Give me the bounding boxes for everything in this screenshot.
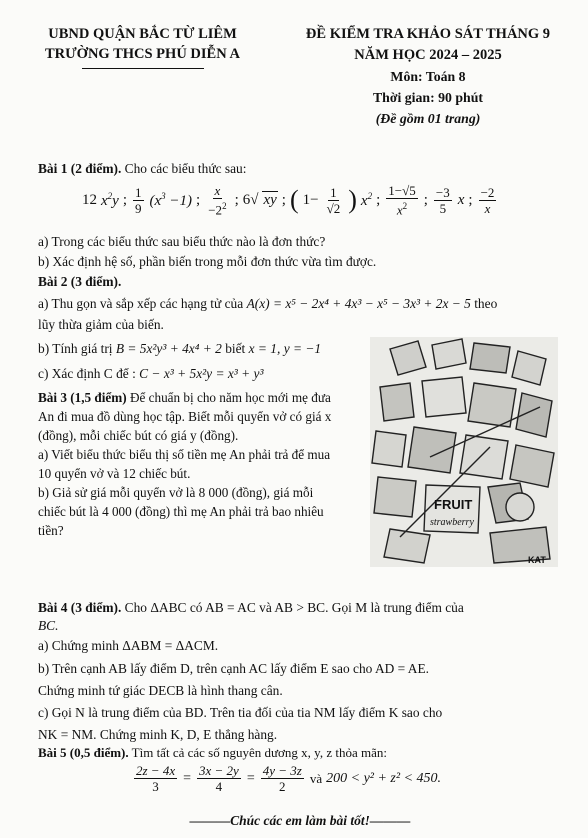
bai2-c-expression: C − x³ + 5x²y = x³ + y³ — [139, 366, 264, 381]
school-name: TRƯỜNG THCS PHÚ DIỄN A — [45, 46, 240, 62]
bai3-line8: tiền? — [38, 523, 64, 538]
bai4-title: Bài 4 (3 điểm). — [38, 600, 122, 615]
bai2-a-expression: A(x) = x⁵ − 2x⁴ + 4x³ − x⁵ − 3x³ + 2x − 5 — [246, 296, 471, 311]
bai4-question-b: b) Trên cạnh AB lấy điểm D, trên cạnh AC lấy điểm E sao cho AD = AE. — [38, 661, 429, 676]
bai1-question-a: a) Trong các biểu thức sau biểu thức nào là đơn thức? — [38, 234, 326, 249]
bai3-title: Bài 3 (1,5 điểm) — [38, 390, 127, 405]
bai3-block — [38, 388, 364, 540]
bai5-frac1-num: 2z − 4x — [136, 763, 176, 778]
bai4-intro: Cho ΔABC có AB = AC và AB > BC. Gọi M là trung điểm của — [121, 600, 464, 615]
bai1-title: Bài 1 (2 điểm). — [38, 161, 122, 176]
bai5-title: Bài 5 (0,5 điểm). — [38, 745, 129, 760]
bai2-b-expression: B = 5x²y³ + 4x⁴ + 2 — [115, 341, 222, 356]
illustration-label-kat: KAT — [528, 555, 546, 565]
bai1-expressions: 12 $x^2y$ ; $\frac{1}{9}$ $(x^3 -1)$ ; $\frac{x}{-2^2}$ ; 6√ xy ; ( 1− $\frac{1}{√2}$ ) $x^2$ ; $\frac{1-√5}{x^2}$ ; $\frac{-3}{5}$ x ; $\frac{-2}{x}$ — [82, 183, 495, 218]
bai5-heading — [38, 744, 558, 761]
bai5-frac3-den: 2 — [279, 779, 286, 794]
bai1-intro: Cho các biểu thức sau: — [121, 161, 247, 176]
bai4-question-b-cont: Chứng minh tứ giác DECB là hình thang cân. — [38, 683, 283, 698]
bai2-question-a-cont: lũy thừa giảm của biến. — [38, 317, 164, 332]
bai3-line6: b) Giả sử giá mỗi quyển vở là 8 000 (đồng), giá mỗi — [38, 485, 314, 500]
bai3-line3: (đồng), mỗi chiếc bút có giá y (đồng). — [38, 428, 239, 443]
bai4-line2: BC. — [38, 618, 59, 633]
bai5-frac2-num: 3x − 2y — [199, 763, 239, 778]
bai5-frac3-num: 4y − 3z — [262, 763, 302, 778]
bai5-frac1-den: 3 — [152, 779, 159, 794]
bai2-b-text-mid: biết — [221, 341, 249, 356]
school-supplies-illustration — [370, 337, 558, 567]
bai2-b-text: b) Tính giá trị — [38, 341, 116, 356]
school-supplies-icon — [370, 337, 558, 567]
bai3-line7: chiếc bút là 4 000 (đồng) thì mẹ An phải trả bao nhiêu — [38, 504, 324, 519]
bai4-question-c: c) Gọi N là trung điểm của BD. Trên tia đối của tia NM lấy điểm K sao cho — [38, 705, 443, 720]
illustration-label-strawberry: strawberry — [430, 517, 474, 528]
bai3-line2: An đi mua đồ dùng học tập. Biết mỗi quyển vở có giá x — [38, 409, 332, 424]
exam-pages: (Đề gồm 01 trang) — [375, 111, 481, 126]
bai5-inequality: 200 < y² + z² < 450. — [326, 770, 442, 786]
bai2-a-text: a) Thu gọn và sắp xếp các hạng tử của — [38, 296, 244, 311]
exam-header — [282, 24, 574, 129]
bai2-c-text: c) Xác định C để : — [38, 366, 140, 381]
school-header — [20, 24, 265, 69]
bai2-question-a — [38, 295, 558, 312]
bai1-heading — [38, 160, 558, 177]
exam-subject: Môn: Toán 8 — [390, 69, 466, 84]
bai5-frac2-den: 4 — [215, 779, 223, 794]
bai3-line4: a) Viết biểu thức biểu thị số tiền mẹ An phải trả để mua — [38, 447, 331, 462]
bai3-line5: 10 quyển vở và 12 chiếc bút. — [38, 466, 191, 481]
bai5-equation: $\frac{2z - 4x}{3}$ = $\frac{3x - 2y}{4}$ = $\frac{4y - 3z}{2}$ và 200 < y² + z² < 450. — [136, 763, 442, 794]
bai2-a-text-end: theo — [470, 296, 498, 311]
bai5-and: và — [309, 770, 323, 786]
exam-title: ĐỀ KIỂM TRA KHẢO SÁT THÁNG 9 — [305, 26, 551, 42]
bai4-line1 — [38, 599, 558, 616]
illustration-label-fruit: FRUIT — [434, 497, 473, 512]
bai2-title: Bài 2 (3 điểm). — [38, 274, 122, 289]
district-name: UBND QUẬN BẮC TỪ LIÊM — [48, 26, 237, 42]
school-year: NĂM HỌC 2024 – 2025 — [354, 47, 502, 63]
bai2-b-condition: x = 1, y = −1 — [248, 341, 322, 356]
exam-time: Thời gian: 90 phút — [372, 90, 483, 105]
bai4-question-c-cont: NK = NM. Chứng minh K, D, E thẳng hàng. — [38, 727, 278, 742]
closing-message: ———Chúc các em làm bài tốt!——— — [189, 813, 411, 828]
bai4-question-a: a) Chứng minh ΔABM = ΔACM. — [38, 638, 219, 653]
header-underline — [82, 68, 204, 69]
bai3-line1: Để chuẩn bị cho năm học mới mẹ đưa — [126, 390, 331, 405]
bai5-text: Tìm tất cả các số nguyên dương x, y, z thỏa mãn: — [128, 745, 387, 760]
bai1-question-b: b) Xác định hệ số, phần biến trong mỗi đơn thức vừa tìm được. — [38, 254, 377, 269]
